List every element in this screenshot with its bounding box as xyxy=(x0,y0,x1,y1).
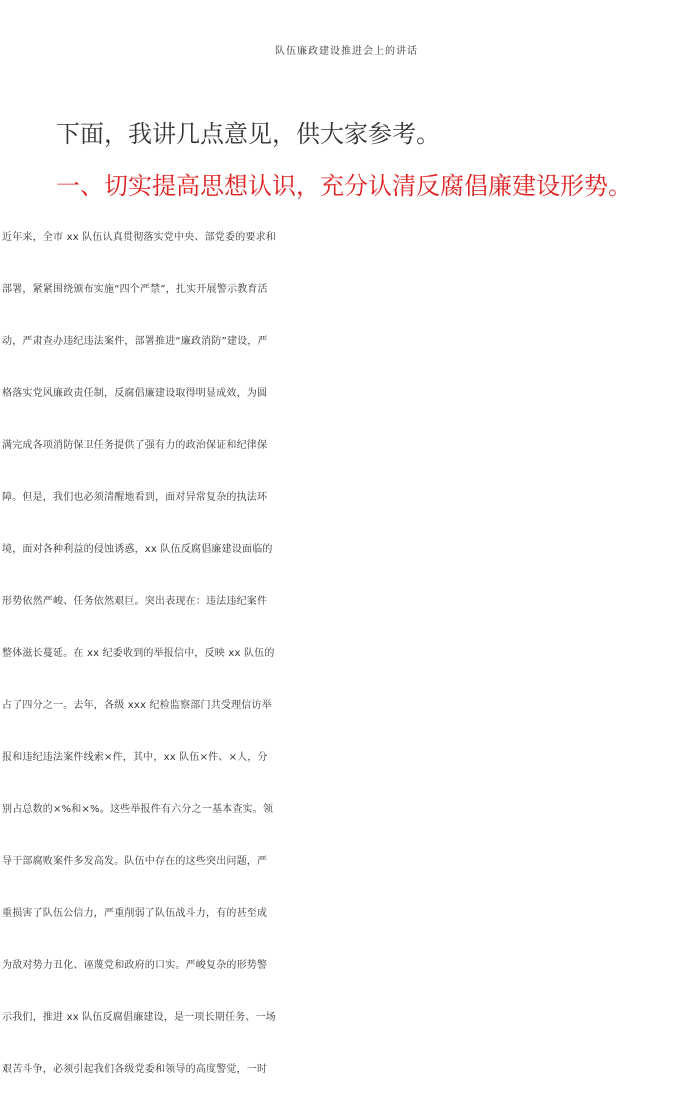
body-line: 障。但是，我们也必须清醒地看到，面对异常复杂的执法环 xyxy=(2,492,268,503)
body-line: 为敌对势力丑化、诬蔑党和政府的口实。严峻复杂的形势警 xyxy=(2,960,268,971)
body-line: 格落实党风廉政责任制，反腐倡廉建设取得明显成效，为圆 xyxy=(2,388,268,399)
body-line: 别占总数的×%和×%。这些举报件有六分之一基本查实。领 xyxy=(2,804,274,815)
body-line: 示我们，推进 xx 队伍反腐倡廉建设，是一项长期任务、一场 xyxy=(2,1012,276,1023)
body-line: 艰苦斗争，必须引起我们各级党委和领导的高度警觉，一时 xyxy=(2,1064,268,1075)
body-line: 整体滋长蔓延。在 xx 纪委收到的举报信中，反映 xx 队伍的 xyxy=(2,648,275,659)
body-line: 报和违纪违法案件线索×件，其中，xx 队伍×件、×人，分 xyxy=(2,752,268,763)
intro-paragraph: 下面，我讲几点意见，供大家参考。 xyxy=(56,120,440,148)
body-line: 导干部腐败案件多发高发。队伍中存在的这些突出问题，严 xyxy=(2,856,268,867)
document-title: 队伍廉政建设推进会上的讲话 xyxy=(275,46,418,57)
body-paragraph xyxy=(2,212,693,1096)
section-heading: 一、切实提高思想认识，充分认清反腐倡廉建设形势。 xyxy=(56,172,632,200)
body-line: 动，严肃查办违纪违法案件，部署推进“廉政消防”建设，严 xyxy=(2,336,268,347)
body-line: 形势依然严峻、任务依然艰巨。突出表现在：违法违纪案件 xyxy=(2,596,268,607)
body-line: 境，面对各种利益的侵蚀诱惑，xx 队伍反腐倡廉建设面临的 xyxy=(2,544,273,555)
body-line: 近年来，全市 xx 队伍认真贯彻落实党中央、部党委的要求和 xyxy=(2,232,276,243)
body-line: 重损害了队伍公信力，严重削弱了队伍战斗力，有的甚至成 xyxy=(2,908,268,919)
body-line: 部署，紧紧围绕颁布实施“四个严禁”，扎实开展警示教育活 xyxy=(2,284,268,295)
body-line: 满完成各项消防保卫任务提供了强有力的政治保证和纪律保 xyxy=(2,440,268,451)
body-line: 占了四分之一。去年，各级 xxx 纪检监察部门共受理信访举 xyxy=(2,700,272,711)
